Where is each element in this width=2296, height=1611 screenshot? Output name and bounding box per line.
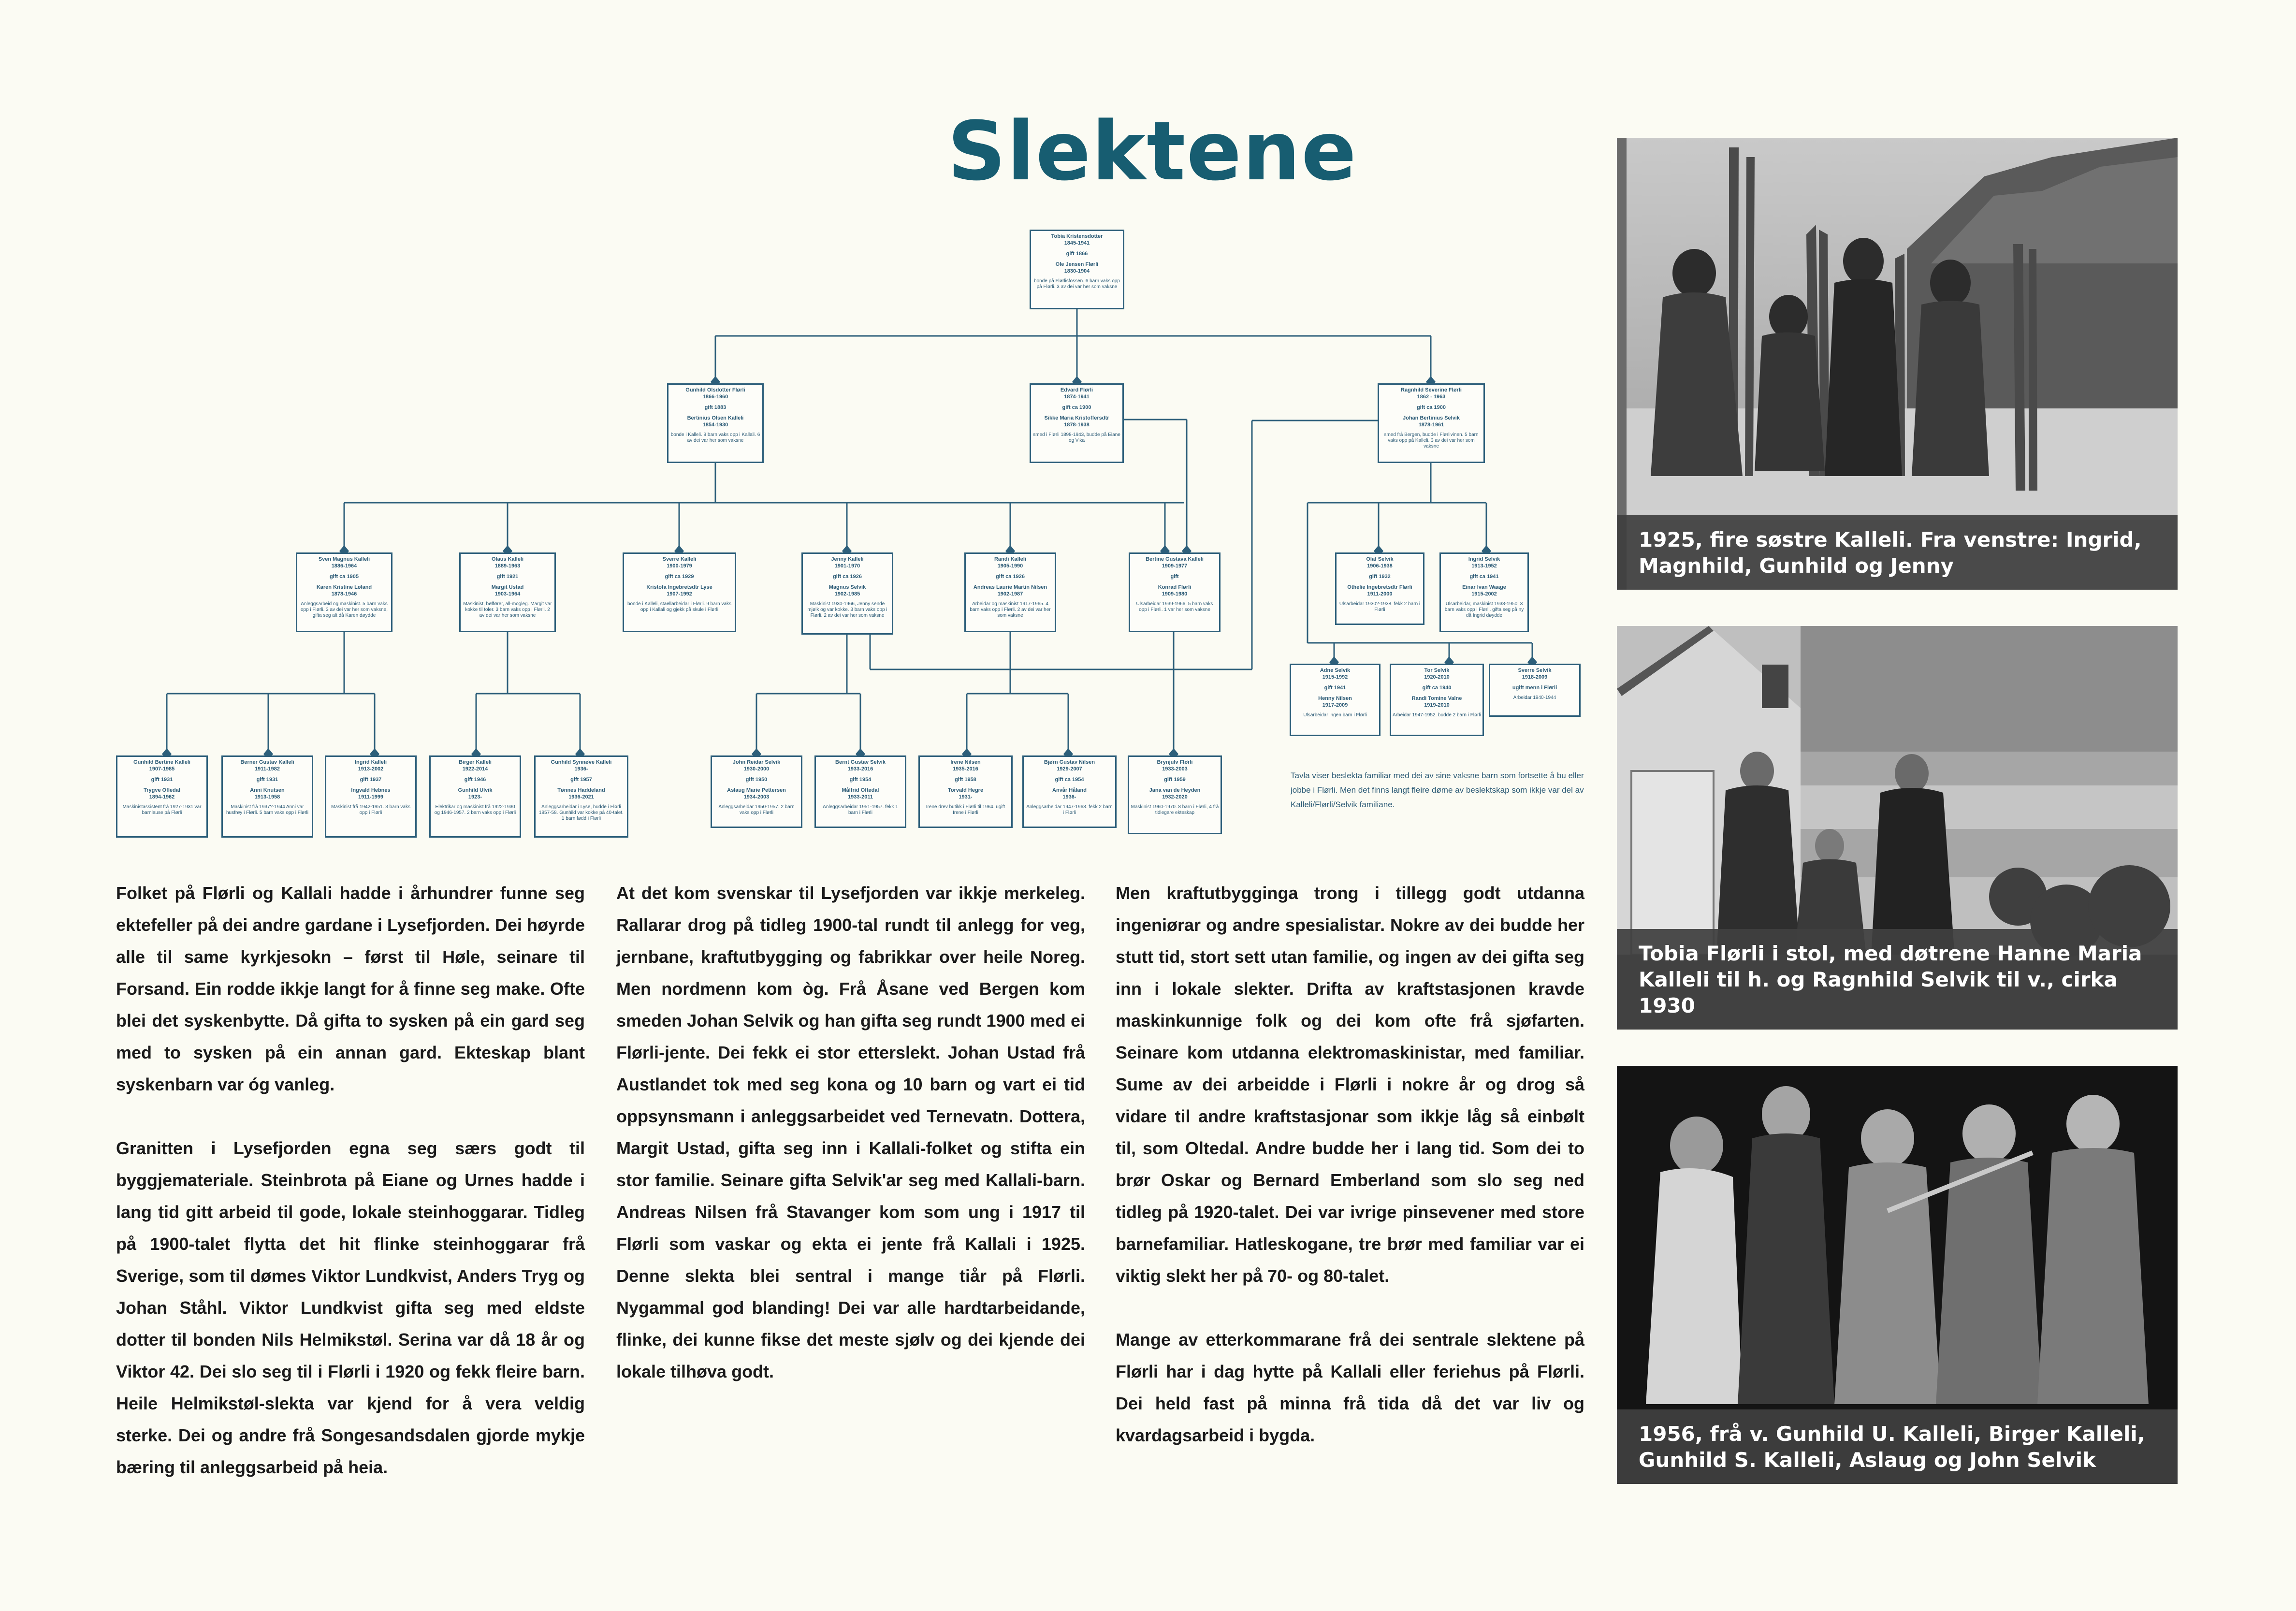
tree-married: gift 1950 xyxy=(745,777,768,783)
tree-married: gift 1941 xyxy=(1324,685,1346,691)
tree-years: 1889-1963 xyxy=(494,563,521,569)
tree-years: 1886-1964 xyxy=(331,563,357,569)
tree-box-jenny xyxy=(801,552,893,635)
tree-married: gift 1959 xyxy=(1164,777,1186,783)
tree-spouse: Othelie Ingebretsdtr Flørli xyxy=(1347,584,1412,590)
tree-box-edvard xyxy=(1030,383,1124,463)
tree-spouse: Anni Knutsen xyxy=(250,787,285,793)
tree-spouse-years: 1878-1946 xyxy=(331,591,357,597)
tree-married: gift ca 1926 xyxy=(996,574,1025,580)
tree-married: gift 1937 xyxy=(360,777,382,783)
tree-spouse-years: 1894-1962 xyxy=(149,794,175,800)
tree-note: bonde i Kalleli, staellarbeidar i Flørli. 9 barn vaks opp i Kallali og gjekk på skule i Flørli xyxy=(627,601,732,612)
tree-years: 1913-1952 xyxy=(1471,563,1497,569)
paragraph: Men kraftutbygginga trong i tillegg godt utdanna ingeniørar og andre spesialistar. Nokre av dei budde her stutt tid, stort sett utan familie, og ingen av dei gifta seg inn i lokale slekter. Drifta av kraftstasjonen kravde maskinkunnige folk og dei kom ofte frå sjøfarten. Seinare kom utdanna elektromaskinistar, med familiar. Sume av dei arbeidde i Flørli i nokre år og drog så vidare til andre kraftstasjonar som ikkje låg så einbølt til, som Oltedal. Andre budde her i lang tid. Som dei to brør Oskar og Bernard Emberland som slo seg ned tidleg på 1920-talet. Dei var ivrige pinsevener med store barnefamiliar. Hatleskogane, tre brør med familiar var ei viktig slekt her på 70- og 80-talet. xyxy=(1116,883,1584,1286)
tree-name: Olaus Kalleli xyxy=(491,556,524,562)
tree-years: 1909-1977 xyxy=(1162,563,1188,569)
tree-name: Adne Selvik xyxy=(1320,668,1351,673)
tree-spouse: Sikke Maria Kristoffersdtr xyxy=(1044,415,1109,421)
tree-married: gift 1958 xyxy=(955,777,976,783)
tree-note: Arbeidar og maskinist 1917-1965. 4 barn vaks opp i Flørli. 2 av dei var her som vaksne xyxy=(970,601,1051,618)
tree-box-olaus xyxy=(459,552,556,632)
tree-married: gift ca 1954 xyxy=(1055,777,1084,783)
tree-note: Elektrikar og maskinist frå 1922-1930 og 1946-1957. 2 barn vaks opp i Flørli xyxy=(434,804,516,815)
tree-name: Randi Kalleli xyxy=(994,556,1027,562)
tree-years: 1913-2002 xyxy=(358,766,384,772)
tree-married: gift ca 1900 xyxy=(1417,405,1446,410)
tree-spouse-years: 1932-2020 xyxy=(1162,794,1188,800)
tree-note: Maskinist frå 1937?-1944 Anni var husfrøy i Flørli. 5 barn vaks opp i Flørli xyxy=(226,804,309,815)
tree-spouse-years: 1878-1961 xyxy=(1418,422,1444,428)
tree-spouse: Trygve Ofledal xyxy=(144,787,180,793)
tree-box-sven xyxy=(296,552,392,632)
tree-married: gift 1957 xyxy=(570,777,592,783)
tree-note: Maskinistassistent frå 1927-1931 var barnlause på Flørli xyxy=(122,804,202,815)
tree-name: Tor Selvik xyxy=(1424,668,1450,673)
tree-note: Maskinist 1930-1966, Jenny sende mjølk og var kokke. 3 barn vaks opp i Flørli. 2 av dei var her som vaksne xyxy=(807,601,887,618)
text-column-1 xyxy=(116,877,585,1515)
tree-box-root xyxy=(1030,230,1124,309)
tree-name: Brynjulv Flørli xyxy=(1157,759,1193,765)
tree-spouse-years: 1917-2009 xyxy=(1322,702,1348,708)
photo-group-1956 xyxy=(1617,1066,2178,1484)
tree-spouse: Ole Jensen Flørli xyxy=(1055,261,1099,267)
tree-years: 1920-2010 xyxy=(1424,674,1450,680)
tree-years: 1862 - 1963 xyxy=(1417,394,1446,400)
tree-box-gunhild-bertine xyxy=(116,755,208,838)
tree-note: Ulsarbeidar 1939-1966. 5 barn vaks opp i Flørli. 1 var her som vaksne xyxy=(1136,601,1213,612)
tree-spouse: Johan Bertinius Selvik xyxy=(1403,415,1460,421)
photo-caption: 1956, frå v. Gunhild U. Kalleli, Birger Kalleli, Gunhild S. Kalleli, Aslaug og John Selvik xyxy=(1617,1409,2178,1484)
tree-note: Maskinist, bølfører, all-mogleg. Margit var kokke til toler. 3 barn vaks opp i Flørli. 2 av dei var her som vaksne xyxy=(463,601,552,618)
tree-note: Ulsarbeidar 1930?-1938. fekk 2 barn i Flørli xyxy=(1339,601,1421,612)
tree-years: 1915-1992 xyxy=(1322,674,1348,680)
tree-box-adne xyxy=(1290,664,1381,736)
tree-spouse: Ingvald Hebnes xyxy=(351,787,391,793)
page-title: Slektene xyxy=(947,104,1358,199)
tree-name: Ingrid Selvik xyxy=(1468,556,1500,562)
tree-spouse: Bertinius Olsen Kalleli xyxy=(687,415,744,421)
tree-note: Arbeidar 1940-1944 xyxy=(1513,695,1556,700)
tree-name: Berner Gustav Kalleli xyxy=(240,759,294,765)
tree-caption: Tavla viser beslekta familiar med dei av sine vaksne barn som fortsette å bu eller jobbe i Flørli. Men det finns langt fleire døme av beslektskap som ikkje var del av Kalleli/Flørli/Selvik familiane. xyxy=(1291,771,1584,809)
tree-spouse: Andreas Laurie Martin Nilsen xyxy=(973,584,1047,590)
tree-spouse-years: 1936- xyxy=(1062,794,1076,800)
tree-name: Bjørn Gustav Nilsen xyxy=(1044,759,1095,765)
tree-spouse: Margit Ustad xyxy=(491,584,524,590)
tree-married: gift ca 1941 xyxy=(1469,574,1499,580)
tree-name: Edvard Flørli xyxy=(1060,387,1093,393)
tree-box-gunhild-synnove xyxy=(534,755,628,838)
tree-box-bertine xyxy=(1129,552,1221,632)
tree-name: Ingrid Kalleli xyxy=(354,759,387,765)
tree-box-bjorn-gustav xyxy=(1022,755,1117,828)
tree-spouse-years: 1909-1980 xyxy=(1162,591,1188,597)
tree-married: gift ca 1905 xyxy=(330,574,359,580)
tree-name: Sverre Kalleli xyxy=(662,556,697,562)
tree-spouse-years: 1913-1958 xyxy=(254,794,280,800)
tree-spouse: Konrad Flørli xyxy=(1158,584,1192,590)
tree-name: Jenny Kalleli xyxy=(831,556,864,562)
tree-spouse: Randi Tomine Valne xyxy=(1411,696,1462,701)
tree-name: Gunhild Synnøve Kalleli xyxy=(551,759,612,765)
tree-years: 1936- xyxy=(574,766,588,772)
tree-note: Anleggsarbeidar 1951-1957. fekk 1 barn i Flørli xyxy=(823,804,898,815)
tree-spouse-years: 1934-2003 xyxy=(743,794,770,800)
tree-box-john-reidar xyxy=(711,755,802,828)
tree-spouse-years: 1878-1938 xyxy=(1064,422,1090,428)
tree-years: 1922-2014 xyxy=(462,766,488,772)
tree-spouse-years: 1911-2000 xyxy=(1367,591,1393,597)
tree-note: smed i Flørli 1898-1943, budde på Eiane og Vika xyxy=(1033,432,1120,443)
tree-box-birger xyxy=(429,755,521,838)
tree-married: gift ca 1900 xyxy=(1062,405,1091,410)
paragraph: At det kom svenskar til Lysefjorden var ikkje merkeleg. Rallarar drog på tidleg 1900-tal rundt til anlegg for veg, jernbane, kraftutbygging og fabrikkar over heile Noreg. Men nordmenn kom òg. Frå Åsane ved Bergen kom smeden Johan Selvik og han gifta seg rundt 1900 med ei Flørli-jente. Dei fekk ei stor etterslekt. Johan Ustad frå Austlandet tok med seg kona og 10 barn og vart ei tid oppsynsmann i anleggsarbeidet ved Ternevatn. Dottera, Margit Ustad, gifta seg inn i Kallali-folket og stifta ein stor familie. Seinare gifta Selvik'ar seg med Kallali-barn. Andreas Nilsen frå Stavanger kom som ung i 1917 til Flørli som vaskar og ekta ei jente frå Kallali i 1925. Denne slekta blei sentral i mange tiår på Flørli. Nygammal god blanding! Dei var alle hardtarbeidande, flinke, dei kunne fikse det meste sjølv og dei kjende dei lokale tilhøva godt. xyxy=(616,883,1085,1381)
tree-note: Anleggsarbeidar 1950-1957. 2 barn vaks opp i Flørli xyxy=(718,804,795,815)
tree-years: 1929-2007 xyxy=(1057,766,1082,772)
tree-years: 1907-1985 xyxy=(149,766,175,772)
tree-years: 1905-1990 xyxy=(997,563,1023,569)
tree-note: Anleggsarbeid og maskinist. 5 barn vaks opp i Flørli. 3 av dei var her som vaksne, gifta seg alt då Karen døydde xyxy=(300,601,388,618)
tree-married: gift 1946 xyxy=(464,777,486,783)
tree-married: gift 1931 xyxy=(151,777,173,783)
tree-spouse-years: 1931- xyxy=(959,794,973,800)
tree-spouse: Karen Kristine Løland xyxy=(316,584,372,590)
tree-years: 1930-2000 xyxy=(743,766,770,772)
tree-years: 1900-1979 xyxy=(667,563,692,569)
tree-spouse-years: 1902-1985 xyxy=(834,591,860,597)
tree-note: Irene drev butikk i Flørli til 1964. ugift Irene i Flørli xyxy=(926,804,1005,815)
tree-married: gift 1921 xyxy=(496,574,519,580)
tree-name: Sverre Selvik xyxy=(1518,668,1552,673)
tree-years: 1866-1960 xyxy=(702,394,728,400)
tree-box-irene xyxy=(918,755,1013,828)
photo-tobia-1930 xyxy=(1617,626,2178,1030)
tree-spouse-years: 1936-2021 xyxy=(568,794,594,800)
tree-spouse: Anvår Håland xyxy=(1052,787,1087,793)
tree-years: 1918-2009 xyxy=(1522,674,1548,680)
tree-years: 1906-1938 xyxy=(1367,563,1393,569)
text-column-3 xyxy=(1116,877,1584,1483)
photo-sisters-1925 xyxy=(1617,138,2178,590)
tree-years: 1874-1941 xyxy=(1064,394,1090,400)
tree-years: 1933-2016 xyxy=(847,766,873,772)
tree-years: 1845-1941 xyxy=(1064,240,1090,246)
tree-spouse-years: 1933-2011 xyxy=(848,794,873,800)
tree-box-bernt-gustav xyxy=(814,755,906,828)
tree-name: John Reidar Selvik xyxy=(732,759,781,765)
tree-note: smed frå Bergen, budde i Flørlivinen. 5 barn vaks opp på Kalleli. 3 av dei var her som vaksne xyxy=(1384,432,1479,449)
tree-spouse-years: 1903-1964 xyxy=(494,591,521,597)
tree-box-tor xyxy=(1390,664,1484,736)
tree-note: Anleggsarbeidar 1947-1963. fekk 2 barn i Flørli xyxy=(1026,804,1113,815)
tree-name: Gunhild Olsdotter Flørli xyxy=(685,387,745,393)
tree-box-brynjulv xyxy=(1128,755,1222,834)
tree-spouse-years: 1907-1992 xyxy=(667,591,692,597)
tree-spouse: Aslaug Marie Pettersen xyxy=(727,787,786,793)
tree-box-sverre xyxy=(623,552,736,632)
tree-note: bonde på Flørlisfossen. 6 barn vaks opp på Flørli. 3 av dei var her som vaksne xyxy=(1034,278,1120,290)
tree-spouse: Magnus Selvik xyxy=(828,584,866,590)
tree-name: Gunhild Bertine Kalleli xyxy=(133,759,190,765)
tree-spouse-years: 1830-1904 xyxy=(1064,268,1090,274)
tree-spouse: Tønnes Haddeland xyxy=(557,787,605,793)
tree-spouse-years: 1911-1999 xyxy=(358,794,383,800)
tree-spouse: Målfrid Oftedal xyxy=(842,787,879,793)
tree-married: gift 1932 xyxy=(1369,574,1391,580)
tree-note: bonde i Kalleli. 9 barn vaks opp i Kallali. 6 av dei var her som vaksne xyxy=(670,432,760,443)
tree-spouse-years: 1902-1987 xyxy=(997,591,1023,597)
photo-caption: Tobia Flørli i stol, med døtrene Hanne Maria Kalleli til h. og Ragnhild Selvik til v., cirka 1930 xyxy=(1617,929,2178,1030)
tree-note: Ulsarbeidar, maskinist 1938-1950. 3 barn vaks opp i Flørli. gifta seg på ny då Ingrid døydde xyxy=(1444,601,1524,618)
tree-name: Irene Nilsen xyxy=(950,759,981,765)
tree-note: Ulsarbeidar ingen barn i Flørli xyxy=(1303,712,1367,718)
tree-name: Bernt Gustav Selvik xyxy=(835,759,886,765)
paragraph: Granitten i Lysefjorden egna seg særs godt til byggjemateriale. Steinbrota på Eiane og Urnes hadde i lang tid gitt arbeid til gode, lokale steinhoggarar. Tidleg på 1900-talet flytta det hit flinke steinhoggarar frå Sverige, som til dømes Viktor Lundkvist, Anders Tryg og Johan Ståhl. Viktor Lundkvist gifta seg med eldste dotter til bonden Nils Helmikstøl. Serina var då 18 år og Viktor 42. Dei slo seg til i Flørli i 1920 og fekk fleire barn. Heile Helmikstøl-slekta var kjend for å vera veldig sterke. Dei og andre frå Songesandsdalen gjorde mykje bæring til anleggsarbeid på heia. xyxy=(116,1138,585,1477)
tree-note: Maskinist 1960-1970. 8 barn i Flørli, 4 frå tidlegare ekteskap xyxy=(1131,804,1219,815)
tree-box-sverre-selvik xyxy=(1489,664,1581,717)
tree-married: gift ca 1940 xyxy=(1422,685,1452,691)
tree-note: Maskinist frå 1942-1951. 3 barn vaks opp i Flørli xyxy=(331,804,410,815)
tree-box-gunhild xyxy=(667,383,764,463)
tree-box-berner xyxy=(221,755,313,838)
tree-spouse-years: 1915-2002 xyxy=(1471,591,1497,597)
tree-married: ugift menn i Flørli xyxy=(1512,685,1557,691)
tree-spouse: Jana van de Heyden xyxy=(1149,787,1201,793)
tree-years: 1911-1982 xyxy=(255,766,280,772)
tree-name: Tobia Kristensdotter xyxy=(1051,233,1103,239)
tree-spouse: Gunhild Ulvik xyxy=(458,787,493,793)
tree-name: Bertine Gustava Kalleli xyxy=(1146,556,1204,562)
tree-spouse-years: 1919-2010 xyxy=(1424,702,1450,708)
tree-married: gift 1931 xyxy=(256,777,278,783)
tree-box-ingrid-selvik xyxy=(1439,552,1529,632)
tree-married: gift xyxy=(1170,574,1179,580)
tree-married: gift 1866 xyxy=(1066,251,1088,257)
photo-caption: 1925, fire søstre Kalleli. Fra venstre: Ingrid, Magnhild, Gunhild og Jenny xyxy=(1617,515,2178,590)
tree-married: gift 1954 xyxy=(849,777,872,783)
tree-note: Arbeidar 1947-1952. budde 2 barn i Flørli xyxy=(1393,712,1481,718)
tree-box-ingrid-kalleli xyxy=(325,755,417,838)
tree-years: 1935-2016 xyxy=(953,766,978,772)
tree-spouse: Kristofa Ingebretsdtr Lyse xyxy=(646,584,712,590)
tree-married: gift ca 1926 xyxy=(833,574,862,580)
tree-years: 1901-1970 xyxy=(834,563,860,569)
text-column-2 xyxy=(616,877,1085,1420)
tree-spouse: Einar Ivan Waage xyxy=(1462,584,1506,590)
tree-spouse-years: 1854-1930 xyxy=(702,422,728,428)
paragraph: Mange av etterkommarane frå dei sentrale slektene på Flørli har i dag hytte på Kallali eller feriehus på Flørli. Dei held fast på minna frå tida då det var liv og kvardagsarbeid i bygda. xyxy=(1116,1330,1584,1445)
tree-spouse-years: 1923- xyxy=(468,794,482,800)
tree-married: gift 1883 xyxy=(704,405,727,410)
tree-name: Olaf Selvik xyxy=(1366,556,1394,562)
tree-name: Sven Magnus Kalleli xyxy=(318,556,370,562)
tree-box-olaf xyxy=(1335,552,1424,625)
tree-name: Ragnhild Severine Flørli xyxy=(1401,387,1462,393)
tree-married: gift ca 1929 xyxy=(665,574,694,580)
tree-note: Anleggsarbeidar i Lyse, budde i Flørli 1957-58. Gunhild var kokke på 40-talet. 1 barn fødd i Flørli xyxy=(538,804,624,821)
tree-years: 1933-2003 xyxy=(1162,766,1188,772)
tree-box-randi xyxy=(964,552,1056,632)
tree-box-ragnhild xyxy=(1378,383,1485,463)
tree-spouse: Torvald Hegre xyxy=(947,787,984,793)
tree-spouse: Henny Nilsen xyxy=(1318,696,1352,701)
paragraph: Folket på Flørli og Kallali hadde i århundrer funne seg ektefeller på dei andre gardane i Lysefjorden. Dei høyrde alle til same kyrkjesokn – først til Høle, seinare til Forsand. Ein rodde ikkje langt for å finne seg make. Ofte blei det syskenbytte. Då gifta to sysken på ein gard seg med to sysken på ein annan gard. Ekteskap blant syskenbarn var óg vanleg. xyxy=(116,883,585,1094)
tree-name: Birger Kalleli xyxy=(459,759,492,765)
